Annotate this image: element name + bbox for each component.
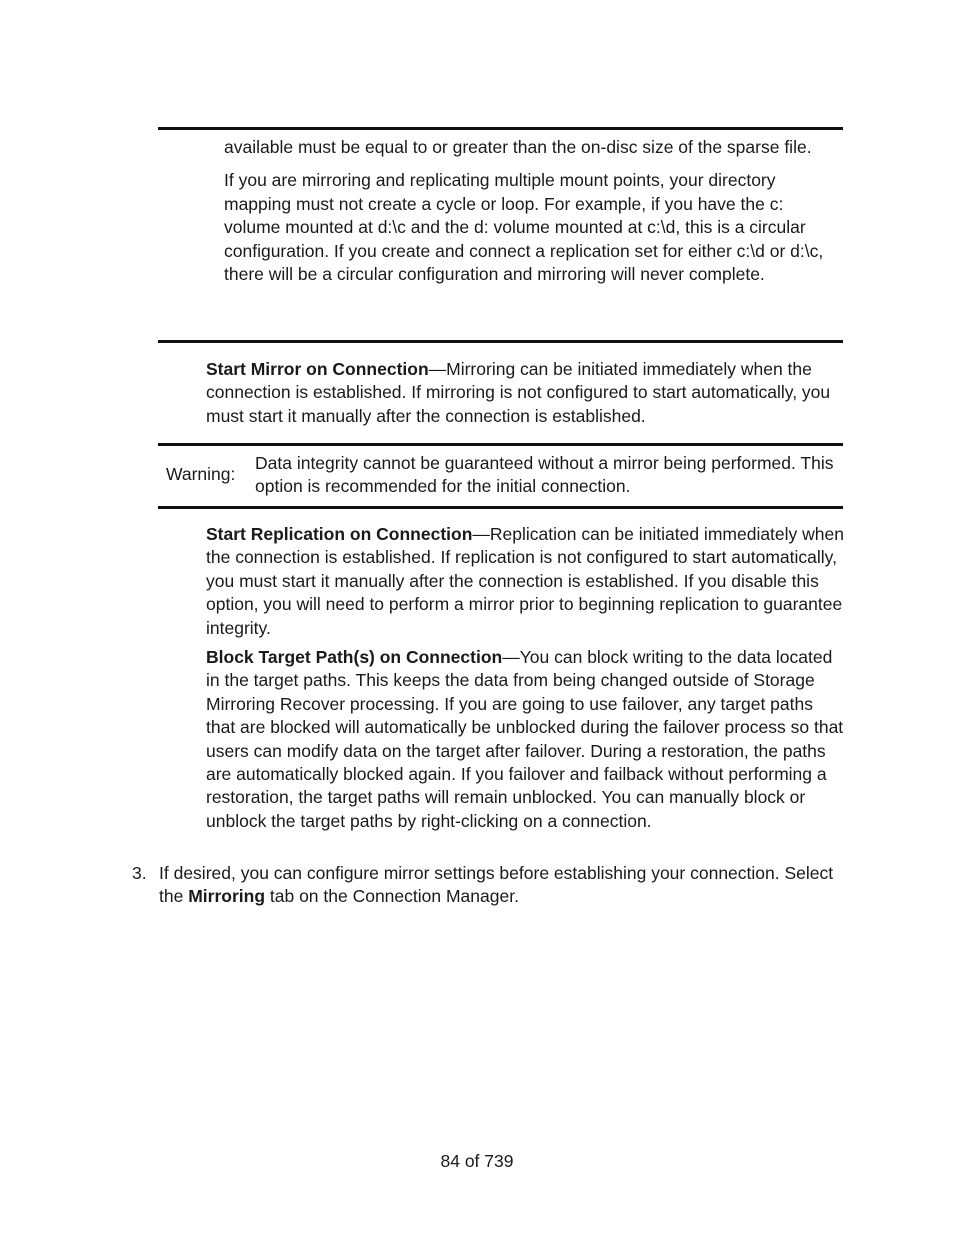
warning-top-rule — [158, 443, 843, 446]
option-start-replication-text: —Replication can be initiated immediately when the connection is established. If replication is not configured to start automatically, you must start it manually after the connection is established. If you disable this option, you will need to perform a mirror prior to beginning replication to guarantee integrity. — [206, 524, 844, 638]
step-3-text-after: tab on the Connection Manager. — [265, 886, 519, 907]
option-block-target-term: Block Target Path(s) on Connection — [206, 647, 503, 667]
option-start-mirror-text: —Mirroring can be initiated immediately when the connection is established. If mirroring is not configured to start automatically, you must start it manually after the connection is established. — [206, 359, 831, 426]
option-start-mirror-term: Start Mirror on Connection — [206, 359, 429, 379]
option-block-target-text: —You can block writing to the data located in the target paths. This keeps the data from being changed outside of Storage Mirroring Recover processing. If you are going to use failover, any target paths that are blocked will automatically be unblocked during the failover process so that users can modify data on the target after failover. During a restoration, the paths are automatically blocked again. If you failover and failback without performing a restoration, the target paths will remain unblocked. You can manually block or unblock the target paths by right-clicking on a connection. — [206, 647, 844, 831]
step-3-number: 3. — [132, 863, 147, 883]
step-3 — [132, 862, 844, 909]
option-start-replication — [206, 523, 846, 640]
note-paragraph-2: If you are mirroring and replicating multiple mount points, your directory mapping must not create a cycle or loop. For example, if you have the c: volume mounted at d:\c and the d: volume mounted at c:\d, this is a circular configuration. If you create and connect a replication set for either c:\d or d:\c, there will be a circular configuration and mirroring will never complete. — [224, 170, 824, 285]
note-content — [224, 136, 834, 286]
warning-text: Data integrity cannot be guaranteed without a mirror being performed. This option is recommended for the initial connection. — [255, 453, 834, 497]
option-block-target — [206, 646, 846, 833]
option-start-replication-term: Start Replication on Connection — [206, 524, 473, 544]
warning-bottom-rule — [158, 506, 843, 509]
note-top-rule — [158, 127, 843, 130]
page-number: 84 of 739 — [440, 1151, 514, 1171]
warning-label: Warning: — [166, 464, 236, 484]
step-3-mirroring-tab: Mirroring — [188, 886, 266, 907]
option-start-mirror — [206, 358, 846, 428]
note-paragraph-1: available must be equal to or greater than the on-disc size of the sparse file. — [224, 137, 812, 157]
note-bottom-rule — [158, 340, 843, 343]
step-3-text-before: If desired, you can configure mirror settings before establishing your connection. Select the — [159, 863, 834, 907]
